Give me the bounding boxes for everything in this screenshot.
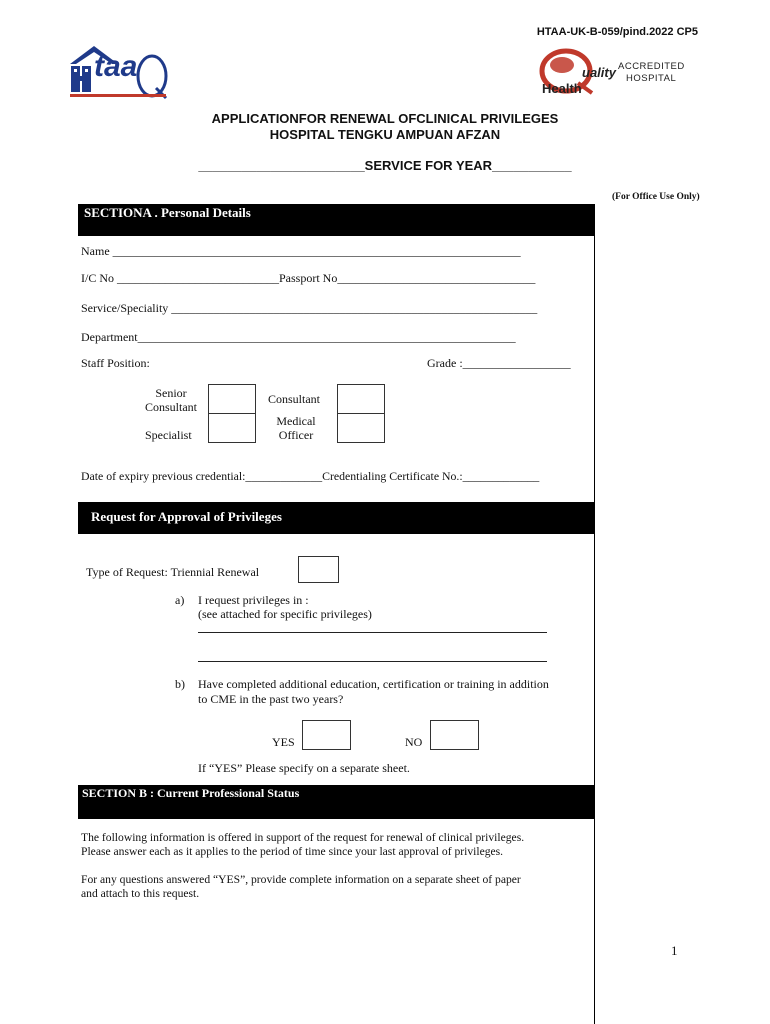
form-title-line2: HOSPITAL TENGKU AMPUAN AFZAN: [269, 127, 501, 142]
accredited-label: ACCREDITED: [618, 61, 685, 72]
health-text: Health: [542, 81, 582, 96]
item-a-marker: a): [175, 593, 185, 607]
yes-label: YES: [272, 735, 295, 749]
no-label: NO: [405, 735, 423, 749]
section-b-para1-line2: Please answer each as it applies to the period of time since your last approval of privileges.: [81, 845, 504, 858]
consultant-checkbox[interactable]: [337, 384, 385, 414]
senior-consultant-checkbox[interactable]: [208, 384, 256, 414]
department-field[interactable]: Department_______________________________________________________________: [81, 330, 516, 344]
item-b-text-line2: to CME in the past two years?: [198, 692, 344, 706]
office-use-label: (For Office Use Only): [612, 192, 700, 202]
senior-consultant-label: Senior Consultant: [144, 386, 197, 414]
consultant-label: Consultant: [268, 392, 321, 406]
grade-field[interactable]: Grade :__________________: [427, 356, 571, 370]
privileges-line-1[interactable]: [198, 632, 547, 633]
document-code: HTAA-UK-B-059/pind.2022 CP5: [536, 26, 698, 38]
no-checkbox[interactable]: [430, 720, 479, 750]
item-b-text-line1: Have completed additional education, certification or training in addition: [198, 677, 549, 691]
page-number: 1: [671, 943, 678, 958]
ic-passport-field[interactable]: I/C No ___________________________Passport No_________________________________: [81, 271, 536, 285]
type-of-request-label: Type of Request: Triennial Renewal: [86, 565, 260, 579]
specialist-label: Specialist: [145, 428, 192, 442]
logo-wordmark: taa: [94, 50, 138, 83]
section-b-heading: SECTION B : Current Professional Status: [78, 785, 595, 819]
quality-text: uality: [582, 65, 616, 80]
service-year-line: _______________________SERVICE FOR YEAR___________: [198, 158, 572, 173]
service-speciality-field[interactable]: Service/Speciality _____________________________________________________________: [81, 301, 538, 315]
item-a-text: I request privileges in :: [198, 593, 309, 607]
accreditation-badge: [538, 47, 698, 97]
name-field[interactable]: Name ____________________________________________________________________: [81, 244, 521, 258]
medical-officer-label: Medical Officer: [276, 414, 316, 442]
request-approval-heading: Request for Approval of Privileges: [78, 502, 595, 534]
hospital-label: HOSPITAL: [626, 73, 677, 84]
section-b-para2-line1: For any questions answered “YES”, provide complete information on a separate sheet of paper: [81, 873, 521, 886]
item-b-marker: b): [175, 677, 185, 691]
yes-checkbox[interactable]: [302, 720, 351, 750]
specialist-checkbox[interactable]: [208, 413, 256, 443]
item-a-note: (see attached for specific privileges): [198, 607, 372, 621]
medical-officer-checkbox[interactable]: [337, 413, 385, 443]
htaa-logo: [68, 42, 170, 100]
section-b-para1-line1: The following information is offered in support of the request for renewal of clinical privileges.: [81, 831, 525, 844]
triennial-renewal-checkbox[interactable]: [298, 556, 339, 583]
section-b-para2-line2: and attach to this request.: [81, 887, 200, 900]
right-margin-rule: [594, 205, 595, 1024]
privileges-line-2[interactable]: [198, 661, 547, 662]
expiry-certificate-field[interactable]: Date of expiry previous credential:_____________Credentialing Certificate No.:_____________: [81, 469, 540, 483]
form-title-line1: APPLICATIONFOR RENEWAL OFCLINICAL PRIVILEGES: [211, 111, 559, 126]
staff-position-label: Staff Position:: [81, 356, 150, 370]
if-yes-note: If “YES” Please specify on a separate sheet.: [198, 761, 410, 775]
section-a-heading: SECTIONA . Personal Details: [78, 204, 595, 236]
